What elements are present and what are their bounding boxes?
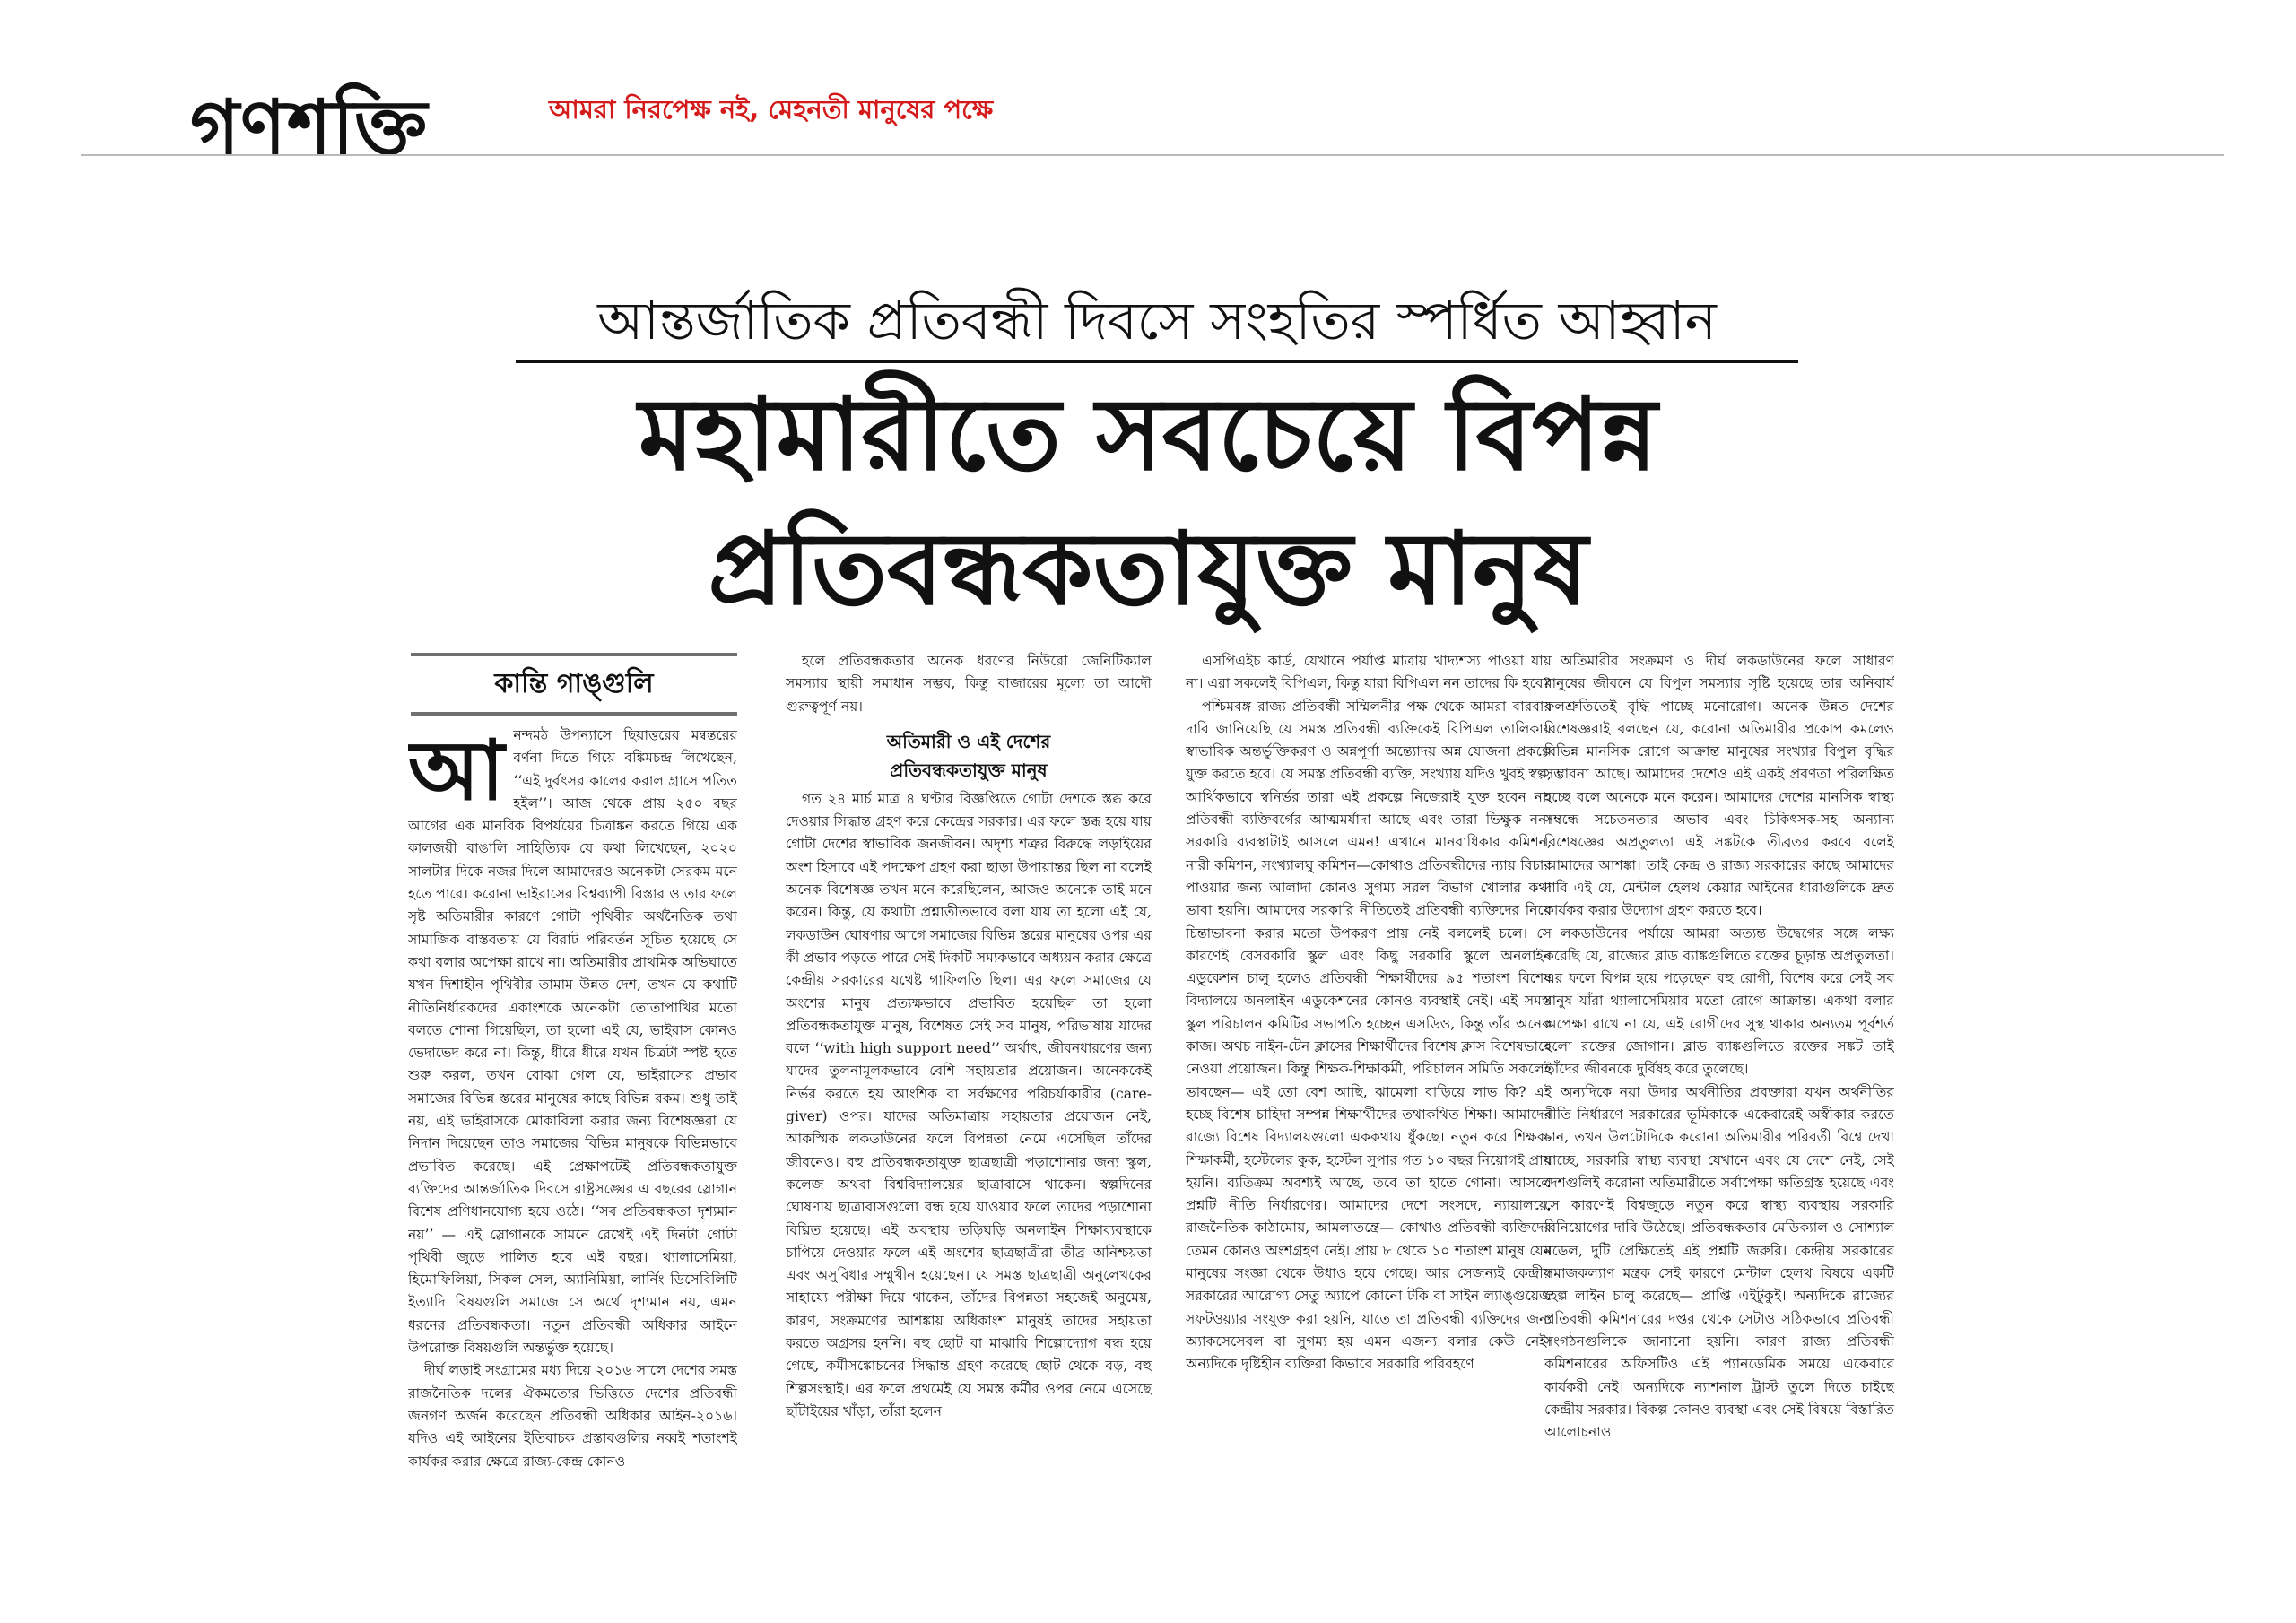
headline-line-2: প্রতিবন্ধকতাযুক্ত মানুষ [708, 511, 1588, 628]
article-column-4 [1544, 650, 1894, 1550]
byline-box [411, 653, 737, 716]
headline-line-1: মহামারীতে সবচেয়ে বিপন্ন [639, 377, 1657, 493]
article-column-2 [786, 650, 1152, 1550]
column-3-paragraph-1: এসপিএইচ কার্ড, যেখানে পর্যাপ্ত মাত্রায় খাদ্যশস্য পাওয়া যায় না। এরা সকলেই বিপিএল, কিন্তু যারা বিপিএল নন তাদের কি হবে? [1186, 653, 1552, 692]
kicker-underline [516, 360, 1798, 363]
article-column-1 [408, 725, 737, 1548]
masthead-logo: গণশক্তি [190, 82, 429, 171]
column-2-paragraph-1: হলে প্রতিবন্ধকতার অনেক ধরণের নিউরো জেনিটিক্যাল সমস্যার স্থায়ী সমাধান সম্ভব, কিন্তু বাজারের মূল্যে তা আদৌ গুরুত্বপূর্ণ নয়। [786, 653, 1152, 715]
column-2-paragraph-2: গত ২৪ মার্চ মাত্র ৪ ঘণ্টার বিজ্ঞপ্তিতে গোটা দেশকে স্তব্ধ করে দেওয়ার সিদ্ধান্ত গ্রহণ করে কেন্দ্রের সরকার। এর ফলে স্তব্ধ হয়ে যায় গোটা দেশের স্বাভাবিক জনজীবন। অদৃশ্য শত্রুর বিরুদ্ধে লড়াইয়ের অংশ হিসাবে এই পদক্ষেপ গ্রহণ করা ছাড়া উপায়ান্তর ছিল না বলেই অনেক বিশেষজ্ঞ তখন মনে করেছিলেন, আজও অনেকে তাই মনে করেন। কিন্তু, যে কথাটা প্রশ্নাতীতভাবে বলা যায় তা হলো এই যে, লকডাউন ঘোষণার আগে সমাজের বিভিন্ন স্তরের মানুষের ওপর এর কী প্রভাব পড়তে পারে সেই দিকটি সম্যকভাবে অধ্যয়ন করার ক্ষেত্রে কেন্দ্রীয় সরকারের যথেষ্ট গাফিলতি ছিল। এর ফলে সমাজের যে অংশের মানুষ প্রত্যক্ষভাবে প্রভাবিত হয়েছিল তা হলো প্রতিবন্ধকতাযুক্ত মানুষ, বিশেষত সেই সব মানুষ, পরিভাষায় যাদের বলে ‘‘with high support need’’ অর্থাৎ, জীবনধারণের জন্য যাদের তুলনামূলকভাবে বেশি সহায়তার প্রয়োজন। অনেককেই নির্ভর করতে হয় আংশিক বা সর্বক্ষণের পরিচর্যাকারীর (care-giver) ওপর। যাদের অতিমাত্রায় সহায়তার প্রয়োজন নেই, আকস্মিক লকডাউনের ফলে বিপন্নতা নেমে এসেছিল তাঁদের জীবনেও। বহু প্রতিবন্ধকতাযুক্ত ছাত্রছাত্রী পড়াশোনার জন্য স্কুল, কলেজ অথবা বিশ্ববিদ্যালয়ের ছাত্রাবাসে থাকেন। স্বল্পদিনের ঘোষণায় ছাত্রাবাসগুলো বন্ধ হয়ে যাওয়ার ফলে তাদের পড়াশোনা বিঘ্নিত হয়েছে। এই অবস্থায় তড়িঘড়ি অনলাইন শিক্ষাব্যবস্থাকে চাপিয়ে দেওয়ার ফলে এই অংশের ছাত্রছাত্রীরা তীব্র অনিশ্চয়তা এবং অসুবিধার সম্মুখীন হয়েছেন। যে সমস্ত ছাত্রছাত্রী অনুলেখকের সাহায্যে পরীক্ষা দিয়ে থাকেন, তাঁদের বিপন্নতা সহজেই অনুমেয়, কারণ, সংক্রমণের আশঙ্কায় অধিকাংশ মানুষই তাদের সহায়তা করতে অগ্রসর হননি। বহু ছোট বা মাঝারি শিল্পোদ্যোগ বন্ধ হয়ে গেছে, কর্মীসঙ্কোচনের সিদ্ধান্ত গ্রহণ করেছে ছোট থেকে বড়, বহু শিল্পসংস্থাই। এর ফলে প্রথমেই যে সমস্ত কর্মীর ওপর নেমে এসেছে ছাঁটাইয়ের খাঁড়া, তাঁরা হলেন [786, 790, 1152, 1419]
subhead-line-1: অতিমারী ও এই দেশের [886, 730, 1051, 752]
byline: কান্তি গাঙ্গুলি [494, 668, 654, 699]
article-kicker: আন্তর্জাতিক প্রতিবন্ধী দিবসে সংহতির স্পর্ধিত আহ্বান [597, 290, 1717, 352]
masthead-tagline: আমরা নিরপেক্ষ নই, মেহনতী মানুষের পক্ষে [549, 94, 994, 125]
column-3-paragraph-2: পশ্চিমবঙ্গ রাজ্য প্রতিবন্ধী সম্মিলনীর পক্ষ থেকে আমরা বারবার দাবি জানিয়েছি যে সমস্ত প্রতিবন্ধী ব্যক্তিকেই বিপিএল তালিকায় স্বাভাবিক অন্তর্ভুক্তিকরণ ও অন্নপূর্ণা অন্ত্যোদয় অন্ন যোজনা প্রকল্পে যুক্ত করতে হবে। যে সমস্ত প্রতিবন্ধী ব্যক্তি, সংখ্যায় যদিও খুবই স্বল্প, আর্থিকভাবে স্বনির্ভর তারা এই প্রকল্পে নিজেরাই যুক্ত হবেন না। প্রতিবন্ধী ব্যক্তিবর্গের আত্মমর্যাদা আছে এবং তারা ভিক্ষুক নন। সরকারি ব্যবস্থাটাই আসলে এমন! এখানে মানবাধিকার কমিশন, নারী কমিশন, সংখ্যালঘু কমিশন—কোথাও প্রতিবন্ধীদের ন্যায় বিচার পাওয়ার জন্য আলাদা কোনও সুগম্য সরল বিভাগ খোলার কথা ভাবা হয়নি। আমাদের সরকারি নীতিতেই প্রতিবন্ধী ব্যক্তিদের নিয়ে চিন্তাভাবনা করার মতো উপকরণ প্রায় নেই বললেই চলে। সে কারণেই বেসরকারি স্কুল এবং কিছু সরকারি স্কুলে অনলাইন এডুকেশন চালু হলেও প্রতিবন্ধী শিক্ষার্থীদের ৯৫ শতাংশ বিশেষ বিদ্যালয়ে অনলাইন এডুকেশনের কোনও ব্যবস্থাই নেই। এই সমস্ত স্কুল পরিচালন কমিটির সভাপতি হচ্ছেন এসডিও, কিন্তু তাঁর অনেক কাজ। অথচ নাইন-টেন ক্লাসের শিক্ষার্থীদের বিশেষ ক্লাস বিশেষভাবে নেওয়া প্রয়োজন। কিন্তু শিক্ষক-শিক্ষাকর্মী, পরিচালন সমিতি সকলেই ভাবছেন— এই তো বেশ আছি, ঝামেলা বাড়িয়ে লাভ কি? এই হচ্ছে বিশেষ চাহিদা সম্পন্ন শিক্ষার্থীদের তথাকথিত শিক্ষা। আমাদের রাজ্যে বিশেষ বিদ্যালয়গুলো এককথায় ধুঁকছে। নতুন করে শিক্ষক-শিক্ষাকর্মী, হস্টেলের কুক, হস্টেল সুপার গত ১০ বছর নিয়োগই প্রায় হয়নি। ব্যতিক্রম অবশ্যই আছে, তবে তা হাতে গোনা। আসলে প্রশ্নটি নীতি নির্ধারণের। আমাদের দেশে সংসদে, ন্যায়ালয়ে, রাজনৈতিক কাঠামোয়, আমলাতন্ত্রে— কোথাও প্রতিবন্ধী ব্যক্তিদের তেমন কোনও অংশগ্রহণ নেই। প্রায় ৮ থেকে ১০ শতাংশ মানুষ যেন মানুষের সংজ্ঞা থেকে উধাও হয়ে গেছে। আর সেজন্যই কেন্দ্রীয় সরকারের আরোগ্য সেতু অ্যাপে কোনো টকি বা সাইন ল্যাঙ্গুয়েজ সফটওয়্যার সংযুক্ত করা হয়নি, যাতে তা প্রতিবন্ধী ব্যক্তিদের জন্য অ্যাকসেসেবল বা সুগম্য হয় এমন এজন্য বলার কেউ নেই। অন্যদিকে দৃষ্টিহীন ব্যক্তিরা কিভাবে সরকারি পরিবহণে [1186, 698, 1552, 1373]
column-4-paragraph-1: অতিমারীর সংক্রমণ ও দীর্ঘ লকডাউনের ফলে সাধারণ মানুষের জীবনে যে বিপুল সমস্যার সৃষ্টি হয়েছে তার অনিবার্য ফলশ্রুতিতেই বৃদ্ধি পাচ্ছে মনোরোগ। অনেক উন্নত দেশের বিশেষজ্ঞরাই বলছেন যে, করোনা অতিমারীর প্রকোপ কমলেও বিভিন্ন মানসিক রোগে আক্রান্ত মানুষের সংখ্যার বিপুল বৃদ্ধির সম্ভাবনা আছে। আমাদের দেশেও এই একই প্রবণতা পরিলক্ষিত হচ্ছে বলে অনেকে মনে করেন। আমাদের দেশের মানসিক স্বাস্থ্য সম্বন্ধে সচেতনতার অভাব এবং চিকিৎসক-সহ অন্যান্য বিশেষজ্ঞের অপ্রতুলতা এই সঙ্কটকে তীব্রতর করবে বলেই আমাদের আশঙ্কা। তাই কেন্দ্র ও রাজ্য সরকারের কাছে আমাদের দাবি এই যে, মেন্টাল হেলথ কেয়ার আইনের ধারাগুলিকে দ্রুত কার্যকর করার উদ্যোগ গ্রহণ করতে হবে। [1544, 653, 1894, 919]
subhead-line-2: প্রতিবন্ধকতাযুক্ত মানুষ [890, 759, 1048, 781]
column-1-paragraph-1: নন্দমঠ উপন্যাসে ছিয়াত্তরের মন্বন্তরের বর্ণনা দিতে গিয়ে বঙ্কিমচন্দ্র লিখেছেন, ‘‘এই দুর্বৎসর কালের করাল গ্রাসে পতিত হইল’’। আজ থেকে প্রায় ২৫০ বছর আগের এক মানবিক বিপর্যয়ের চিত্রাঙ্কন করতে গিয়ে এক কালজয়ী বাঙালি সাহিত্যিক যে কথা লিখেছেন, ২০২০ সালটার দিকে নজর দিলে আমাদেরও অনেকটা সেরকম মনে হতে পারে। করোনা ভাইরাসের বিশ্বব্যাপী বিস্তার ও তার ফলে সৃষ্ট অতিমারীর কারণে গোটা পৃথিবীর অর্থনৈতিক তথা সামাজিক বাস্তবতায় যে বিরাট পরিবর্তন সূচিত হয়েছে সে কথা বলার অপেক্ষা রাখে না। অতিমারীর প্রাথমিক অভিঘাতে যখন দিশাহীন পৃথিবীর তামাম উন্নত দেশ, তখন যে কথাটি নীতিনির্ধারকদের একাংশকে অনেকটা তোতাপাখির মতো বলতে শোনা গিয়েছিল, তা হলো এই যে, ভাইরাস কোনও ভেদাভেদ করে না। কিন্তু, ধীরে ধীরে যখন চিত্রটা স্পষ্ট হতে শুরু করল, তখন বোঝা গেল যে, ভাইরাসের প্রভাব সমাজের বিভিন্ন স্তরের মানুষের কাছে বিভিন্ন রকম। শুধু তাই নয়, এই ভাইরাসকে মোকাবিলা করার জন্য বিশেষজ্ঞরা যে নিদান দিয়েছেন তাও সমাজের বিভিন্ন মানুষকে বিভিন্নভাবে প্রভাবিত করেছে। এই প্রেক্ষাপটেই প্রতিবন্ধকতাযুক্ত ব্যক্তিদের আন্তর্জাতিক দিবসে রাষ্ট্রসঙ্ঘের এ বছরের স্লোগান বিশেষ প্রণিধানযোগ্য হয়ে ওঠে। ‘‘সব প্রতিবন্ধকতা দৃশ্যমান নয়’’ — এই স্লোগানকে সামনে রেখেই এই দিনটা গোটা পৃথিবী জুড়ে পালিত হবে এই বছর। থ্যালাসেমিয়া, হিমোফিলিয়া, সিকল সেল, অ্যানিমিয়া, লার্নিং ডিসেবিলিটি ইত্যাদি বিষয়গুলি সমাজে সে অর্থে দৃশ্যমান নয়, এমন ধরনের প্রতিবন্ধকতা। নতুন প্রতিবন্ধী অধিকার আইনে উপরোক্ত বিষয়গুলি অন্তর্ভুক্ত হয়েছে। [408, 727, 737, 1357]
article-column-3 [1186, 650, 1552, 1550]
drop-cap: আ [408, 725, 505, 819]
column-4-paragraph-2: লকডাউনের পর্যায়ে আমরা অত্যন্ত উদ্বেগের সঙ্গে লক্ষ্য করেছি যে, রাজ্যের ব্লাড ব্যাঙ্কগুলিতে রক্তের চূড়ান্ত অপ্রতুলতা। এর ফলে বিপন্ন হয়ে পড়েছেন বহু রোগী, বিশেষ করে সেই সব মানুষ যাঁরা থ্যালাসেমিয়ার মতো রোগে আক্রান্ত। একথা বলার অপেক্ষা রাখে না যে, এই রোগীদের সুস্থ থাকার অন্যতম পূর্বশর্ত হলো রক্তের জোগান। ব্লাড ব্যাঙ্কগুলিতে রক্তের সঙ্কট তাই তাঁদের জীবনকে দুর্বিষহ করে তুলেছে। [1544, 924, 1894, 1078]
column-4-paragraph-3: অন্যদিকে নয়া উদার অর্থনীতির প্রবক্তারা যখন অর্থনীতির নীতি নির্ধারণে সরকারের ভূমিকাকে একেবারেই অস্বীকার করতে চান, তখন উলটোদিকে করোনা অতিমারীর পরিবর্তী বিশ্বে দেখা যাচ্ছে, সরকারি স্বাস্থ্য ব্যবস্থা যেখানে এবং যে দেশে নেই, সেই দেশগুলিই করোনা অতিমারীতে সর্বাপেক্ষা ক্ষতিগ্রস্ত হয়েছে এবং সে কারণেই বিশ্বজুড়ে নতুন করে স্বাস্থ্য ব্যবস্থায় সরকারি বিনিয়োগের দাবি উঠেছে। প্রতিবন্ধকতার মেডিক্যাল ও সোশ্যাল মডেল, দুটি প্রেক্ষিতেই এই প্রশ্নটি জরুরি। কেন্দ্রীয় সরকারের সমাজকল্যাণ মন্ত্রক সেই কারণে মেন্টাল হেলথ বিষয়ে একটি হেল্প লাইন চালু করেছে— প্রাপ্তি এইটুকুই। অন্যদিকে রাজ্যের প্রতিবন্ধী কমিশনারের দপ্তর থেকে সেটাও সঠিকভাবে প্রতিবন্ধী সংগঠনগুলিকে জানানো হয়নি। কারণ রাজ্য প্রতিবন্ধী কমিশনারের অফিসটিও এই প্যানডেমিক সময়ে একেবারে কার্যকরী নেই। অন্যদিকে ন্যাশনাল ট্রাস্ট তুলে দিতে চাইছে কেন্দ্রীয় সরকার। বিকল্প কোনও ব্যবস্থা এবং সেই বিষয়ে বিস্তারিত আলোচনাও [1544, 1083, 1894, 1441]
masthead-divider [81, 154, 2224, 156]
section-subhead [786, 727, 1152, 785]
column-1-paragraph-2: দীর্ঘ লড়াই সংগ্রামের মধ্য দিয়ে ২০১৬ সালে দেশের সমস্ত রাজনৈতিক দলের ঐকমত্যের ভিত্তিতে দেশের প্রতিবন্ধী জনগণ অর্জন করেছেন প্রতিবন্ধী অধিকার আইন-২০১৬। যদিও এই আইনের ইতিবাচক প্রস্তাবগুলির নব্বই শতাংশই কার্যকর করার ক্ষেত্রে রাজ্য-কেন্দ্র কোনও [408, 1362, 737, 1470]
